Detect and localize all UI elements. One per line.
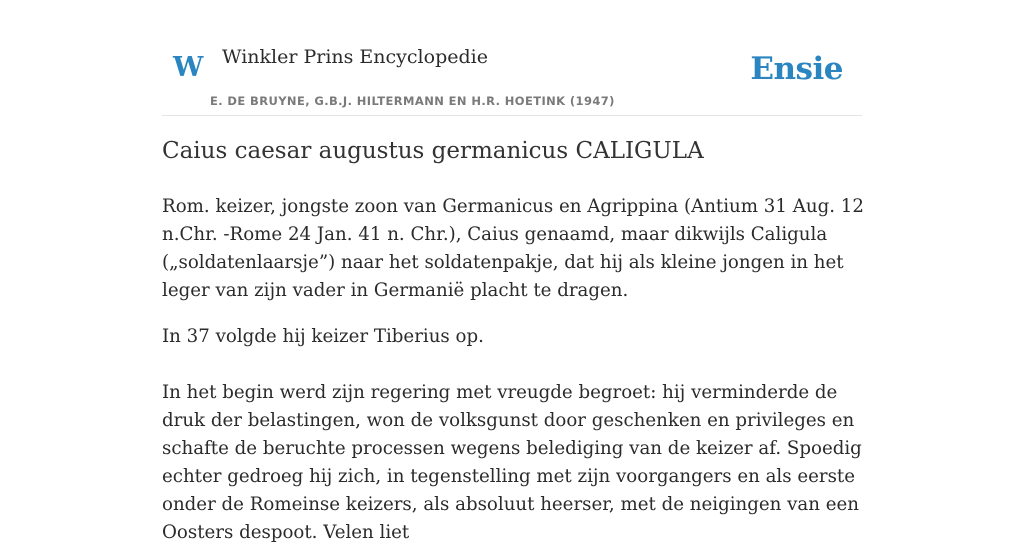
ensie-brand-link[interactable]: Ensie [750, 51, 843, 87]
winkler-prins-logo-icon[interactable]: W [173, 52, 204, 83]
article-title: Caius caesar augustus germanicus CALIGULA [162, 138, 704, 164]
article-paragraph: In het begin werd zijn regering met vreugde begroet: hij verminderde de druk der belastingen, won de volksgunst door geschenken en privileges en schafte de beruchte processen wegens belediging van de keizer af. Spoedig echter gedroeg hij zich, in tegenstelling met zijn voorgangers en als eerste onder de Romeinse keizers, als absoluut heerser, met de neigingen van een Oosters despoot. Velen liet [162, 382, 862, 543]
authors-line: E. DE BRUYNE, G.B.J. HILTERMANN EN H.R. HOETINK (1947) [210, 94, 615, 108]
site-title: Winkler Prins Encyclopedie [222, 46, 488, 68]
site-header [162, 40, 862, 116]
article-paragraph: In 37 volgde hij keizer Tiberius op. [162, 326, 484, 347]
article-paragraph: Rom. keizer, jongste zoon van Germanicus en Agrippina (Antium 31 Aug. 12 n.Chr. -Rome 24 Jan. 41 n. Chr.), Caius genaamd, maar dikwijls Caligula („soldatenlaarsje”) naar het soldatenpakje, dat hij als kleine jongen in het leger van zijn vader in Germanië placht te dragen. [162, 196, 864, 301]
article-body [162, 193, 867, 547]
